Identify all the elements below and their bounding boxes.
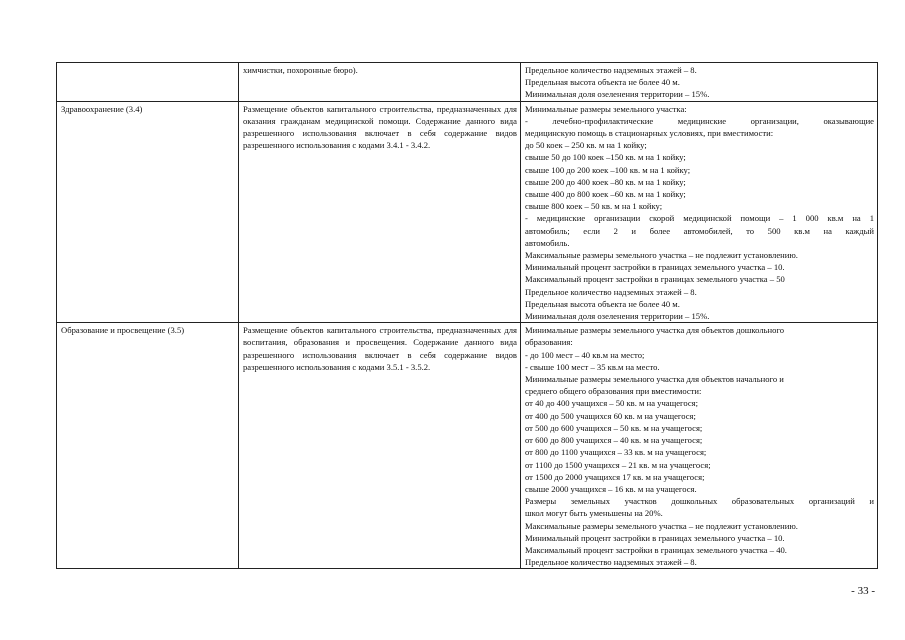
param-line: от 800 до 1100 учащихся – 33 кв. м на учащегося; [525,447,707,458]
param-line: от 400 до 500 учащихся 60 кв. м на учащегося; [525,410,696,421]
description-cell: Размещение объектов капитального строительства, предназначенных для воспитания, образования и просвещения. Содержание данного вида разрешенного использования включает в себя содержание видов разрешенного использования с кодами 3.5.1 - 3.5.2. [239,323,521,569]
param-line: свыше 800 коек – 50 кв. м на 1 койку; [525,201,663,212]
param-line: Предельная высота объекта не более 40 м. [525,77,680,88]
param-line: Максимальный процент застройки в границах земельного участка – 40. [525,544,787,555]
param-line: Минимальная доля озеленения территории – 15%. [525,89,710,100]
param-line: от 1100 до 1500 учащихся – 21 кв. м на учащегося; [525,459,711,470]
param-line: Предельное количество надземных этажей – 8. [525,286,697,297]
param-line: от 600 до 800 учащихся – 40 кв. м на учащегося; [525,435,703,446]
param-line: свыше 100 до 200 коек –100 кв. м на 1 койку; [525,164,691,175]
param-line: среднего общего образования при вместимости: [525,386,702,397]
land-use-table [56,62,878,569]
param-line: Минимальная доля озеленения территории – 15%. [525,311,710,322]
param-line: - лечебно-профилактические медицинские организации, оказывающие [525,115,874,126]
param-line: свыше 50 до 100 коек –150 кв. м на 1 койку; [525,152,686,163]
param-line: Минимальный процент застройки в границах земельного участка – 10. [525,262,785,273]
param-line: автомобиль. [525,237,570,248]
table-row [57,63,878,102]
param-line: - до 100 мест – 40 кв.м на место; [525,349,645,360]
param-line: до 50 коек – 250 кв. м на 1 койку; [525,140,647,151]
table-row [57,323,878,569]
parameters-cell [521,63,878,102]
param-line: Максимальные размеры земельного участка – не подлежит установлению. [525,250,798,261]
param-line: свыше 2000 учащихся – 16 кв. м на учащегося. [525,483,697,494]
description-cell: Размещение объектов капитального строительства, предназначенных для оказания гражданам медицинской помощи. Содержание данного вида разрешенного использования включает в себя содержание видов разрешенного использования с кодами 3.4.1 - 3.4.2. [239,101,521,323]
param-line: Предельная высота объекта не более 40 м. [525,298,680,309]
param-line: свыше 200 до 400 коек –80 кв. м на 1 койку; [525,176,686,187]
param-line: образования: [525,337,573,348]
page-number: - 33 - [851,585,875,597]
param-line: Минимальные размеры земельного участка для объектов начального и [525,374,784,385]
param-line: Минимальный процент застройки в границах земельного участка – 10. [525,532,785,543]
param-line: автомобиль; если 2 и более автомобилей, то 500 кв.м на каждый [525,225,874,236]
param-line: от 1500 до 2000 учащихся 17 кв. м на учащегося; [525,471,705,482]
param-line: Минимальные размеры земельного участка: [525,103,687,114]
table-row [57,101,878,323]
use-cell [57,63,239,102]
use-cell: Здравоохранение (3.4) [57,101,239,323]
parameters-cell [521,101,878,323]
param-line: Максимальный процент застройки в границах земельного участка – 50 [525,274,785,285]
description-cell: химчистки, похоронные бюро). [239,63,521,102]
param-line: свыше 400 до 800 коек –60 кв. м на 1 койку; [525,189,686,200]
param-line: медицинскую помощь в стационарных условиях, при вместимости: [525,128,774,139]
param-line: - медицинские организации скорой медицинской помощи – 1 000 кв.м на 1 [525,213,874,224]
param-line: Минимальные размеры земельного участка для объектов дошкольного [525,325,785,336]
param-line: Размеры земельных участков дошкольных образовательных организаций и [525,496,874,507]
parameters-cell [521,323,878,569]
param-line: Предельное количество надземных этажей – 8. [525,65,697,75]
param-line: Максимальные размеры земельного участка – не подлежит установлению. [525,520,798,531]
param-line: - свыше 100 мест – 35 кв.м на место. [525,361,660,372]
param-line: от 40 до 400 учащихся – 50 кв. м на учащегося; [525,398,699,409]
use-cell: Образование и просвещение (3.5) [57,323,239,569]
param-line: от 500 до 600 учащихся – 50 кв. м на учащегося; [525,422,703,433]
param-line: школ могут быть уменьшены на 20%. [525,508,663,519]
param-line: Предельное количество надземных этажей – 8. [525,557,697,568]
